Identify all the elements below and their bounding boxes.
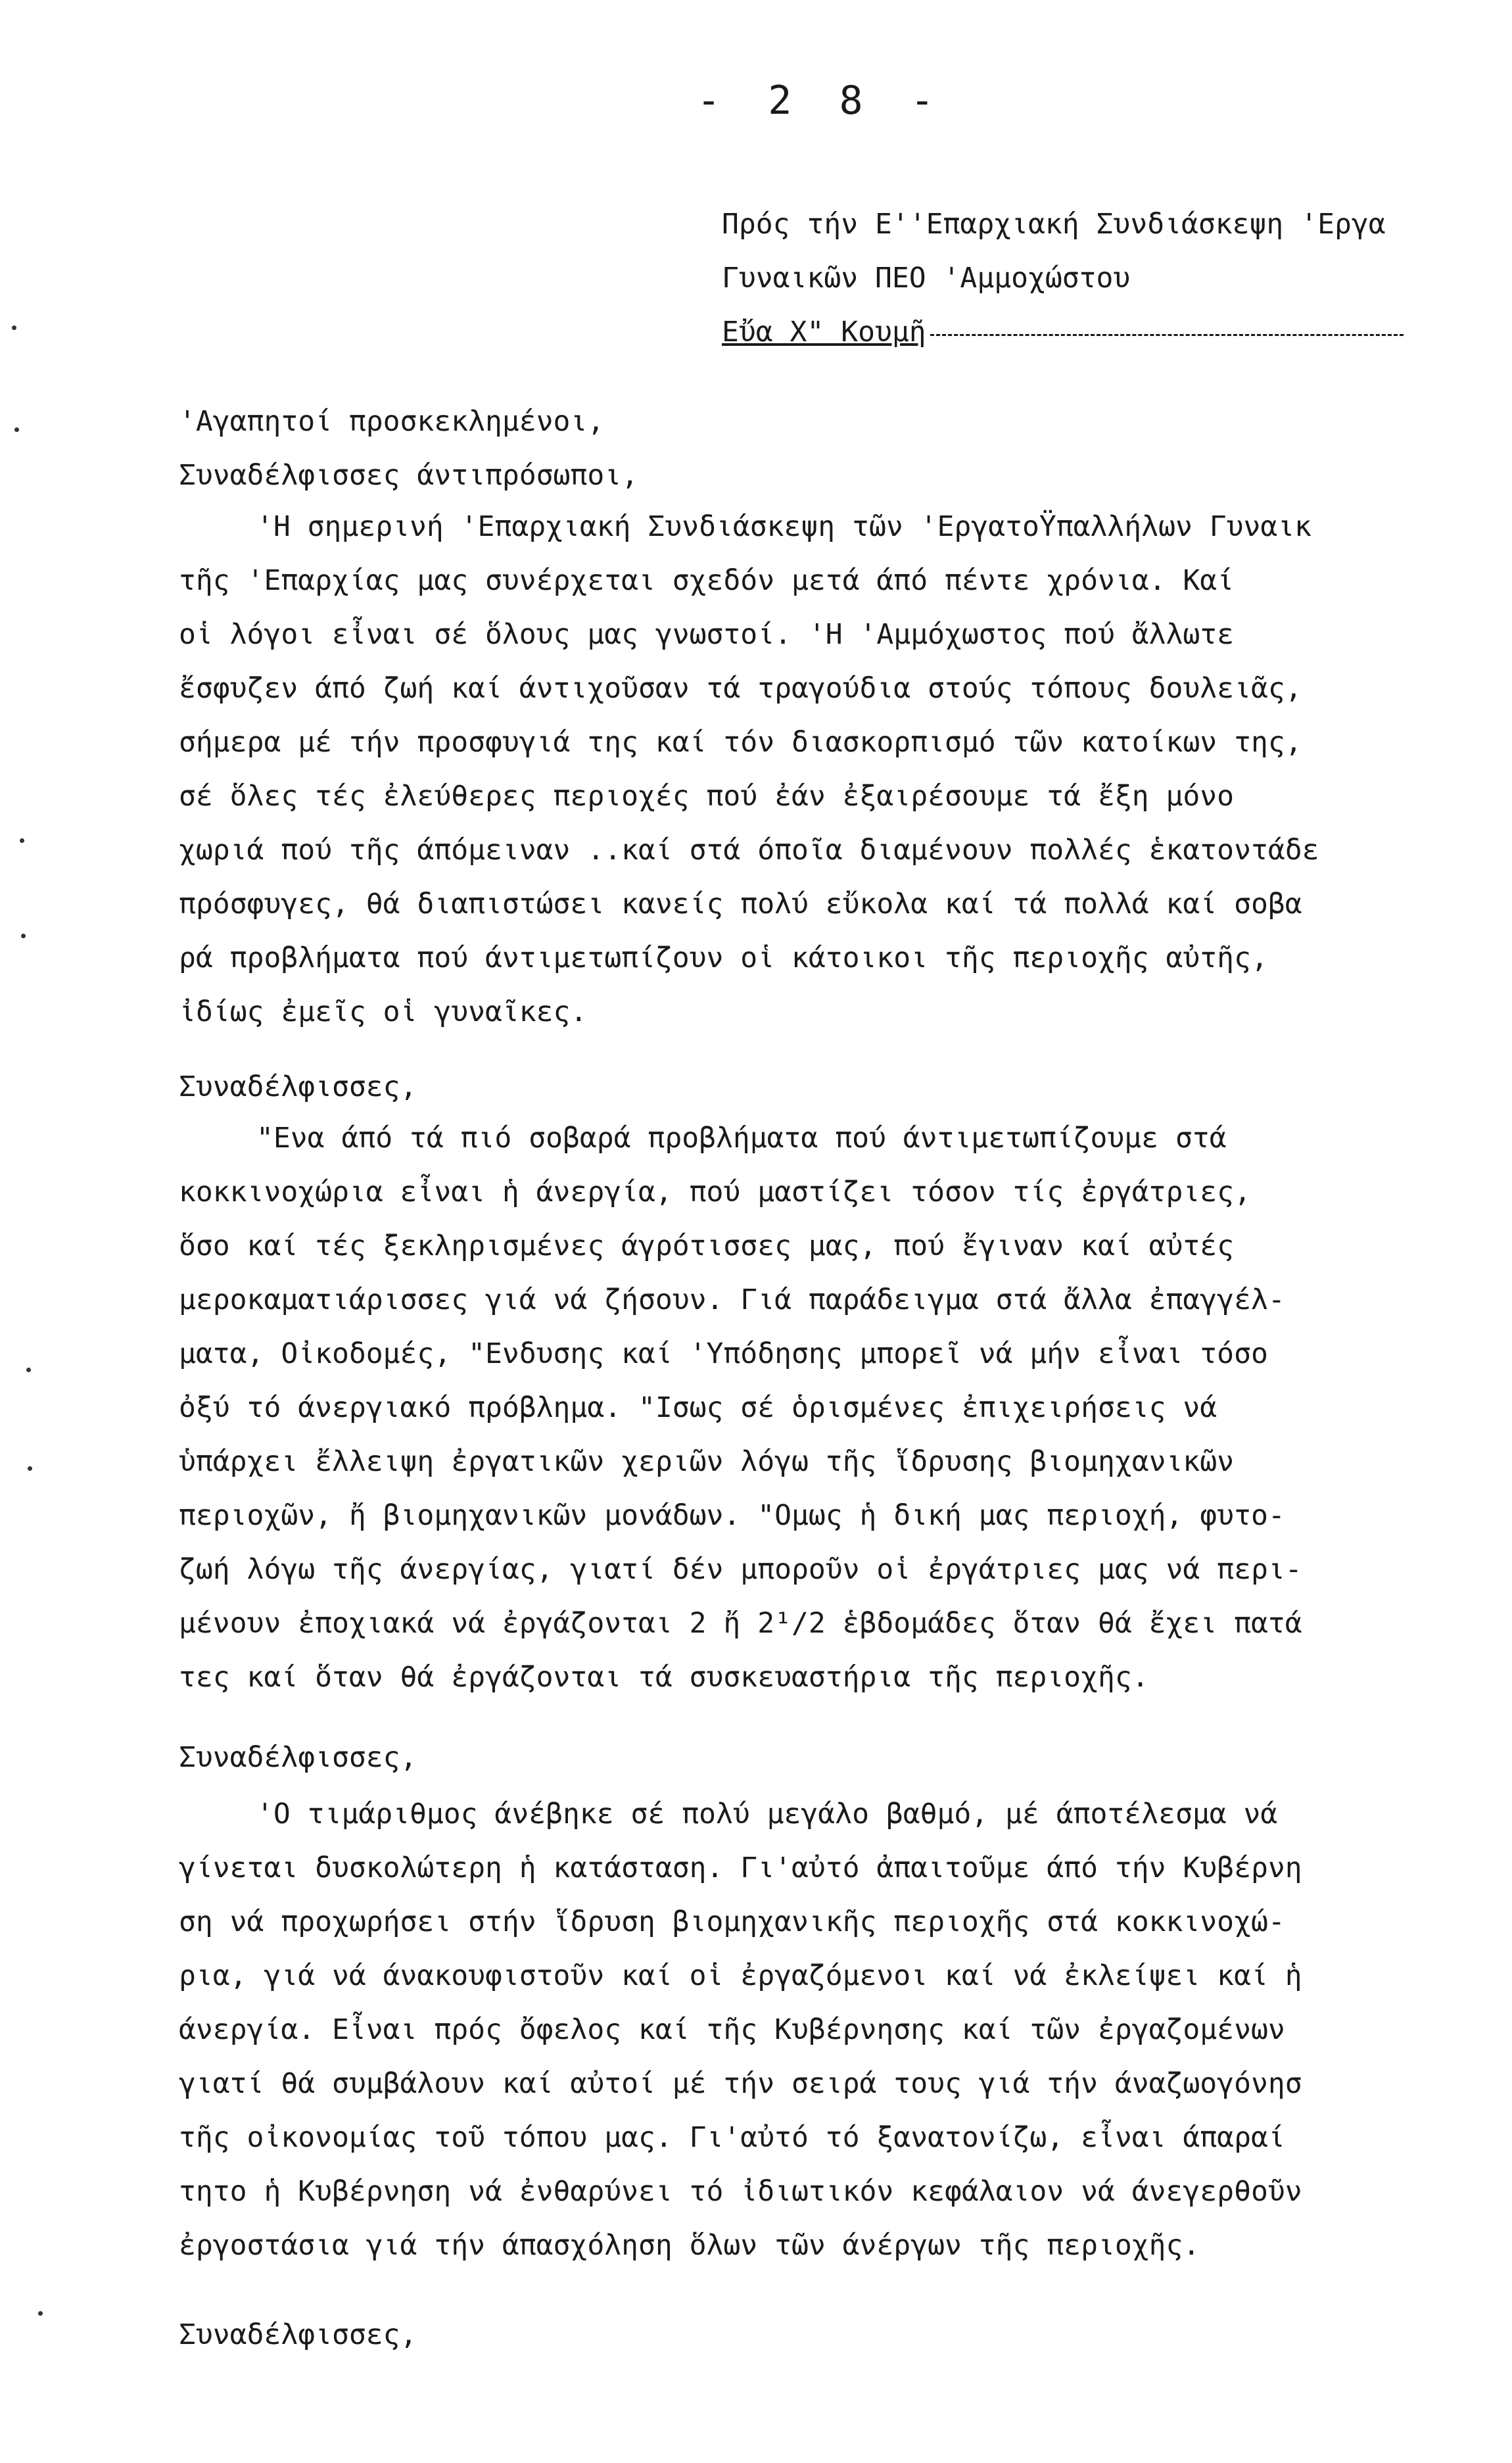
paragraph3-line-4: ρια, γιά νά άνακουφιστοῦν καί οἱ ἐργαζόμενοι καί νά ἐκλείψει καί ἡ	[179, 1959, 1302, 1992]
paragraph3-line-8: τητο ἡ Κυβέρνηση νά ἐνθαρύνει τό ἰδιωτικόν κεφάλαιον νά άνεγερθοῦν	[179, 2175, 1302, 2208]
paragraph3-line-1: 'Ο τιμάριθμος άνέβηκε σέ πολύ μεγάλο βαθμό, μέ άποτέλεσμα νά	[256, 1798, 1278, 1830]
paragraph2-line-5: ματα, Οἰκοδομές, "Ενδυσης καί 'Υπόδησης μπορεῖ νά μήν εἶναι τόσο	[179, 1337, 1268, 1370]
paragraph3-line-3: ση νά προχωρήσει στήν ἵδρυση βιομηχανικῆς περιοχῆς στά κοκκινοχώ-	[179, 1905, 1285, 1938]
paragraph1-line-3: οἱ λόγοι εἶναι σέ ὅλους μας γνωστοί. 'Η 'Αμμόχωστος πού ἄλλωτε	[179, 618, 1235, 651]
scan-speck	[20, 838, 24, 843]
paragraph3-line-7: τῆς οἰκονομίας τοῦ τόπου μας. Γι'αὐτό τό ξανατονίζω, εἶναι άπαραί	[179, 2121, 1285, 2154]
heading-2: Συναδέλφισσες,	[179, 1070, 417, 1103]
paragraph2-line-6: ὀξύ τό άνεργιακό πρόβλημα. "Ισως σέ ὁρισμένες ἐπιχειρήσεις νά	[179, 1391, 1217, 1424]
paragraph3-line-9: ἐργοστάσια γιά τήν άπασχόληση ὅλων τῶν άνέργων τῆς περιοχῆς.	[179, 2229, 1200, 2262]
page-number: - 2 8 -	[697, 78, 946, 124]
address-block	[722, 197, 1404, 359]
paragraph2-line-7: ὑπάρχει ἔλλειψη ἐργατικῶν χεριῶν λόγω τῆς ἵδρυσης βιομηχανικῶν	[179, 1445, 1235, 1478]
scan-speck	[28, 1466, 32, 1471]
paragraph3-line-2: γίνεται δυσκολώτερη ἡ κατάσταση. Γι'αὐτό ἀπαιτοῦμε άπό τήν Κυβέρνη	[179, 1852, 1302, 1884]
paragraph1-line-8: πρόσφυγες, θά διαπιστώσει κανείς πολύ εὔκολα καί τά πολλά καί σοβα	[179, 888, 1302, 921]
paragraph2-line-11: τες καί ὅταν θά ἐργάζονται τά συσκευαστήρια τῆς περιοχῆς.	[179, 1661, 1149, 1694]
paragraph3-line-5: άνεργία. Εἶναι πρός ὄφελος καί τῆς Κυβέρνησης καί τῶν ἐργαζομένων	[179, 2013, 1285, 2046]
paragraph1-line-6: σέ ὅλες τές ἐλεύθερες περιοχές πού ἐάν ἐξαιρέσουμε τά ἔξη μόνο	[179, 780, 1235, 813]
paragraph2-line-10: μένουν ἐποχιακά νά ἐργάζονται 2 ἤ 2¹/2 ἑβδομάδες ὅταν θά ἔχει πατά	[179, 1607, 1302, 1640]
salutation-line-1: 'Αγαπητοί προσκεκλημένοι,	[179, 405, 605, 438]
paragraph2-line-3: ὅσο καί τές ξεκληρισμένες άγρότισσες μας, πού ἔγιναν καί αὐτές	[179, 1230, 1235, 1262]
paragraph2-line-2: κοκκινοχώρια εἶναι ἡ άνεργία, πού μαστίζει τόσον τίς ἐργάτριες,	[179, 1176, 1251, 1208]
scan-speck	[21, 934, 26, 938]
paragraph3-line-6: γιατί θά συμβάλουν καί αὐτοί μέ τήν σειρά τους γιά τήν άναζωογόνησ	[179, 2067, 1302, 2100]
paragraph1-line-4: ἔσφυζεν άπό ζωή καί άντιχοῦσαν τά τραγούδια στούς τόπους δουλειᾶς,	[179, 672, 1302, 705]
scan-speck	[12, 325, 16, 330]
paragraph1-line-9: ρά προβλήματα πού άντιμετωπίζουν οἱ κάτοικοι τῆς περιοχῆς αὐτῆς,	[179, 942, 1268, 974]
paragraph2-line-9: ζωή λόγω τῆς άνεργίας, γιατί δέν μποροῦν οἱ ἐργάτριες μας νά περι-	[179, 1553, 1302, 1586]
author-name: Εὔα Χ" Κουμῆ	[722, 316, 926, 348]
author-line	[722, 305, 1404, 359]
paragraph1-line-10: ἰδίως ἐμεῖς οἱ γυναῖκες.	[179, 995, 588, 1028]
scan-speck	[14, 427, 19, 432]
paragraph2-line-8: περιοχῶν, ἤ βιομηχανικῶν μονάδων. "Ομως ἡ δική μας περιοχή, φυτο-	[179, 1499, 1285, 1532]
paragraph1-line-7: χωριά πού τῆς άπόμειναν ..καί στά όποῖα διαμένουν πολλές ἑκατοντάδε	[179, 834, 1319, 867]
paragraph2-line-1: "Ενα άπό τά πιό σοβαρά προβλήματα πού άντιμετωπίζουμε στά	[256, 1122, 1227, 1155]
paragraph1-line-1: 'Η σημερινή 'Επαρχιακή Συνδιάσκεψη τῶν 'ΕργατοΫπαλλήλων Γυναικ	[256, 510, 1312, 543]
paragraph2-line-4: μεροκαματιάρισσες γιά νά ζήσουν. Γιά παράδειγμα στά ἄλλα ἐπαγγέλ-	[179, 1283, 1285, 1316]
scan-speck	[26, 1368, 31, 1372]
address-line-1: Πρός τήν Ε''Επαρχιακή Συνδιάσκεψη 'Εργα	[722, 208, 1386, 241]
scan-speck	[38, 2311, 43, 2316]
closing-line: Συναδέλφισσες,	[179, 2318, 417, 2351]
paragraph1-line-5: σήμερα μέ τήν προσφυγιά της καί τόν διασκορπισμό τῶν κατοίκων της,	[179, 726, 1302, 759]
salutation-line-2: Συναδέλφισσες άντιπρόσωποι,	[179, 459, 638, 492]
heading-3: Συναδέλφισσες,	[179, 1741, 417, 1774]
paragraph1-line-2: τῆς 'Επαρχίας μας συνέρχεται σχεδόν μετά άπό πέντε χρόνια. Καί	[179, 564, 1235, 597]
underline-rule	[930, 334, 1404, 336]
address-line-2: Γυναικῶν ΠΕΟ 'Αμμοχώστου	[722, 262, 1131, 295]
